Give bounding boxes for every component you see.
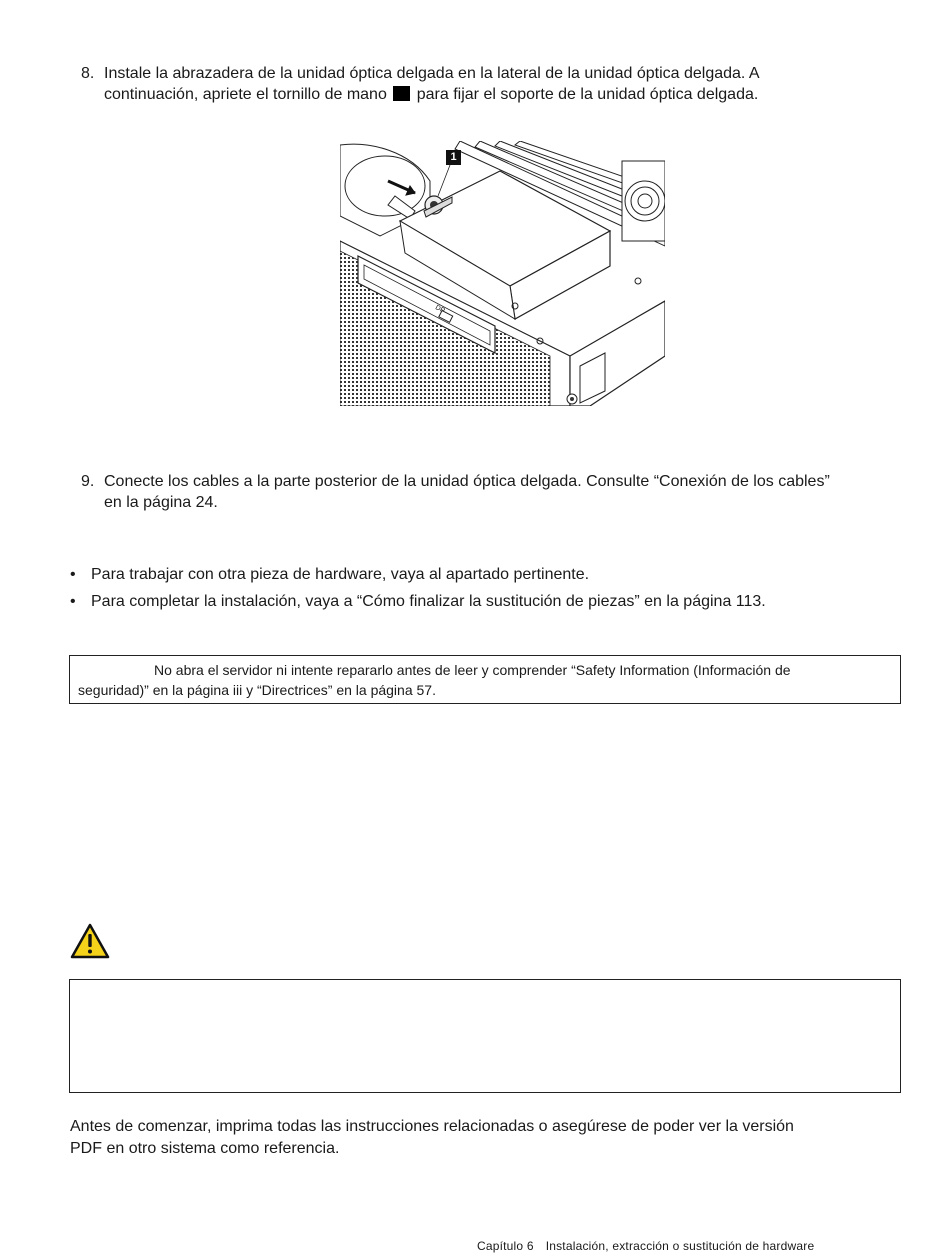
- step-text-line1: Conecte los cables a la parte posterior de la unidad óptica delgada. Consulte “Conexión de los cables”: [104, 473, 830, 490]
- step-text-line2: en la página 24.: [104, 494, 218, 511]
- footer-chapter: Capítulo 6: [477, 1239, 534, 1253]
- step-text-line2: [104, 84, 758, 105]
- optical-drive-drawing: [340, 141, 665, 406]
- paragraph-line1: Antes de comenzar, imprima todas las instrucciones relacionadas o asegúrese de poder ver la versión: [70, 1118, 794, 1135]
- step-8: [81, 63, 921, 107]
- optical-drive-illustration: [340, 141, 665, 406]
- step-9: [81, 471, 921, 515]
- step-number: 9.: [81, 473, 95, 490]
- step-text-line1: Instale la abrazadera de la unidad óptica delgada en la lateral de la unidad óptica delgada. A: [104, 65, 760, 82]
- list-item-text: Para completar la instalación, vaya a “Cómo finalizar la sustitución de piezas” en la página 113.: [91, 593, 766, 610]
- notice-line2: seguridad)” en la página iii y “Directrices” en la página 57.: [78, 682, 436, 698]
- list-item-text: Para trabajar con otra pieza de hardware, vaya al apartado pertinente.: [91, 566, 590, 583]
- attention-notice: [69, 655, 901, 704]
- step-number: 8.: [81, 65, 95, 82]
- warning-triangle-icon: [70, 923, 110, 959]
- notice-line1: No abra el servidor ni intente repararlo antes de leer y comprender “Safety Information (Información de: [154, 662, 791, 678]
- next-steps-list: [70, 564, 930, 614]
- before-begin-paragraph: [70, 1116, 930, 1162]
- panel-label: DP: [433, 304, 446, 315]
- warning-triangle-svg: [70, 923, 110, 959]
- bullet-icon: •: [70, 593, 76, 610]
- callout-badge: 1: [446, 150, 461, 165]
- caution-box: [69, 979, 901, 1093]
- page-footer: [477, 1239, 814, 1253]
- bullet-icon: •: [70, 566, 76, 583]
- step-text-before-callout: continuación, apriete el tornillo de mano: [104, 86, 387, 103]
- footer-title: Instalación, extracción o sustitución de hardware: [545, 1239, 815, 1253]
- callout-marker-icon: [393, 86, 410, 101]
- step-text-after-callout: para fijar el soporte de la unidad óptica delgada.: [416, 86, 759, 103]
- paragraph-line2: PDF en otro sistema como referencia.: [70, 1140, 340, 1157]
